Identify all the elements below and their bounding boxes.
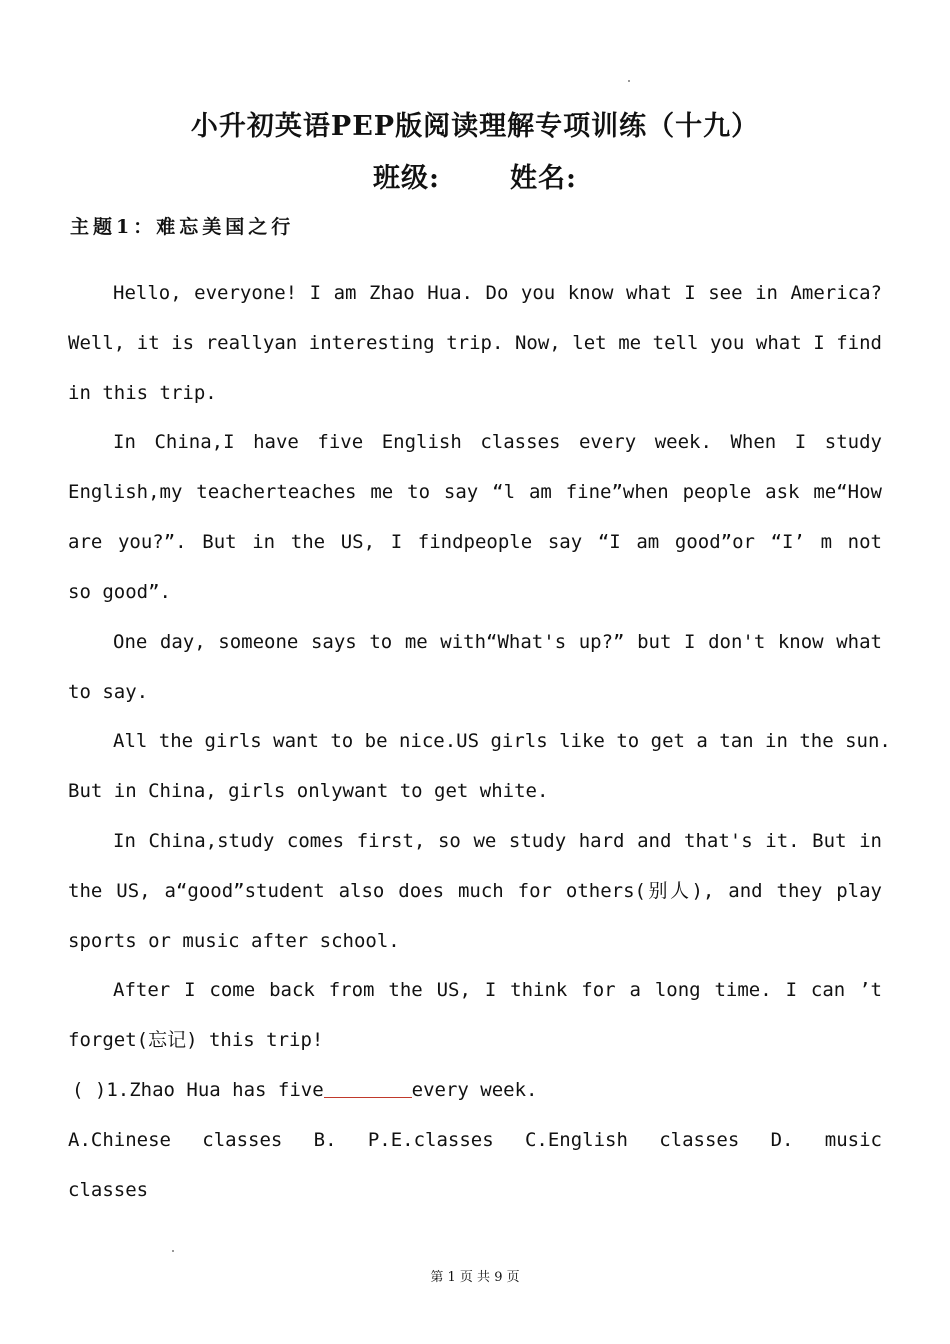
student-info bbox=[0, 156, 950, 195]
page-footer: 第 1 页 共 9 页 bbox=[430, 1270, 520, 1285]
passage-line: are you?”. But in the US, I findpeople say “I am good”or “I’ m not bbox=[68, 531, 882, 553]
passage-line: English,my teacherteaches me to say “l am fine”when people ask me“How bbox=[68, 481, 882, 503]
question-1-options: A.Chinese classes B. P.E.classes C.English classes D. music bbox=[68, 1129, 882, 1151]
passage-line: Well, it is reallyan interesting trip. Now, let me tell you what I find bbox=[68, 332, 882, 354]
passage-line: All the girls want to be nice.US girls like to get a tan in the sun. bbox=[113, 730, 891, 752]
passage-line: In China,I have five English classes every week. When I study bbox=[113, 431, 882, 453]
passage-line: so good”. bbox=[68, 581, 171, 603]
answer-blank[interactable] bbox=[324, 1079, 412, 1098]
topic-heading: 主题1：难忘美国之行 bbox=[70, 216, 295, 238]
name-label: 姓名: bbox=[510, 163, 577, 194]
question-suffix: every week. bbox=[411, 1079, 538, 1101]
passage-line: Hello, everyone! I am Zhao Hua. Do you know what I see in America? bbox=[113, 282, 882, 304]
scan-speck bbox=[172, 1250, 174, 1252]
passage-line: the US, a“good”student also does much for others(别人), and they play bbox=[68, 880, 882, 902]
class-label: 班级: bbox=[373, 163, 440, 194]
passage-line: to say. bbox=[68, 681, 149, 703]
scan-speck bbox=[628, 80, 630, 82]
passage-line: In China,study comes first, so we study hard and that's it. But in bbox=[113, 830, 882, 852]
document-title: 小升初英语PEP版阅读理解专项训练（十九） bbox=[190, 111, 760, 142]
passage-line: After I come back from the US, I think for a long time. I can ’t bbox=[113, 979, 882, 1001]
question-1-options-cont: classes bbox=[68, 1179, 149, 1201]
passage-line: One day, someone says to me with“What's up?” but I don't know what bbox=[113, 631, 882, 653]
passage-line: forget(忘记) this trip! bbox=[68, 1029, 324, 1051]
answer-parentheses[interactable]: ( ) bbox=[72, 1079, 107, 1101]
passage-line: But in China, girls onlywant to get white. bbox=[68, 780, 549, 802]
question-prefix: 1.Zhao Hua has five bbox=[106, 1079, 324, 1101]
passage-line: in this trip. bbox=[68, 382, 217, 404]
passage-line: sports or music after school. bbox=[68, 930, 400, 952]
question-1 bbox=[72, 1078, 886, 1102]
